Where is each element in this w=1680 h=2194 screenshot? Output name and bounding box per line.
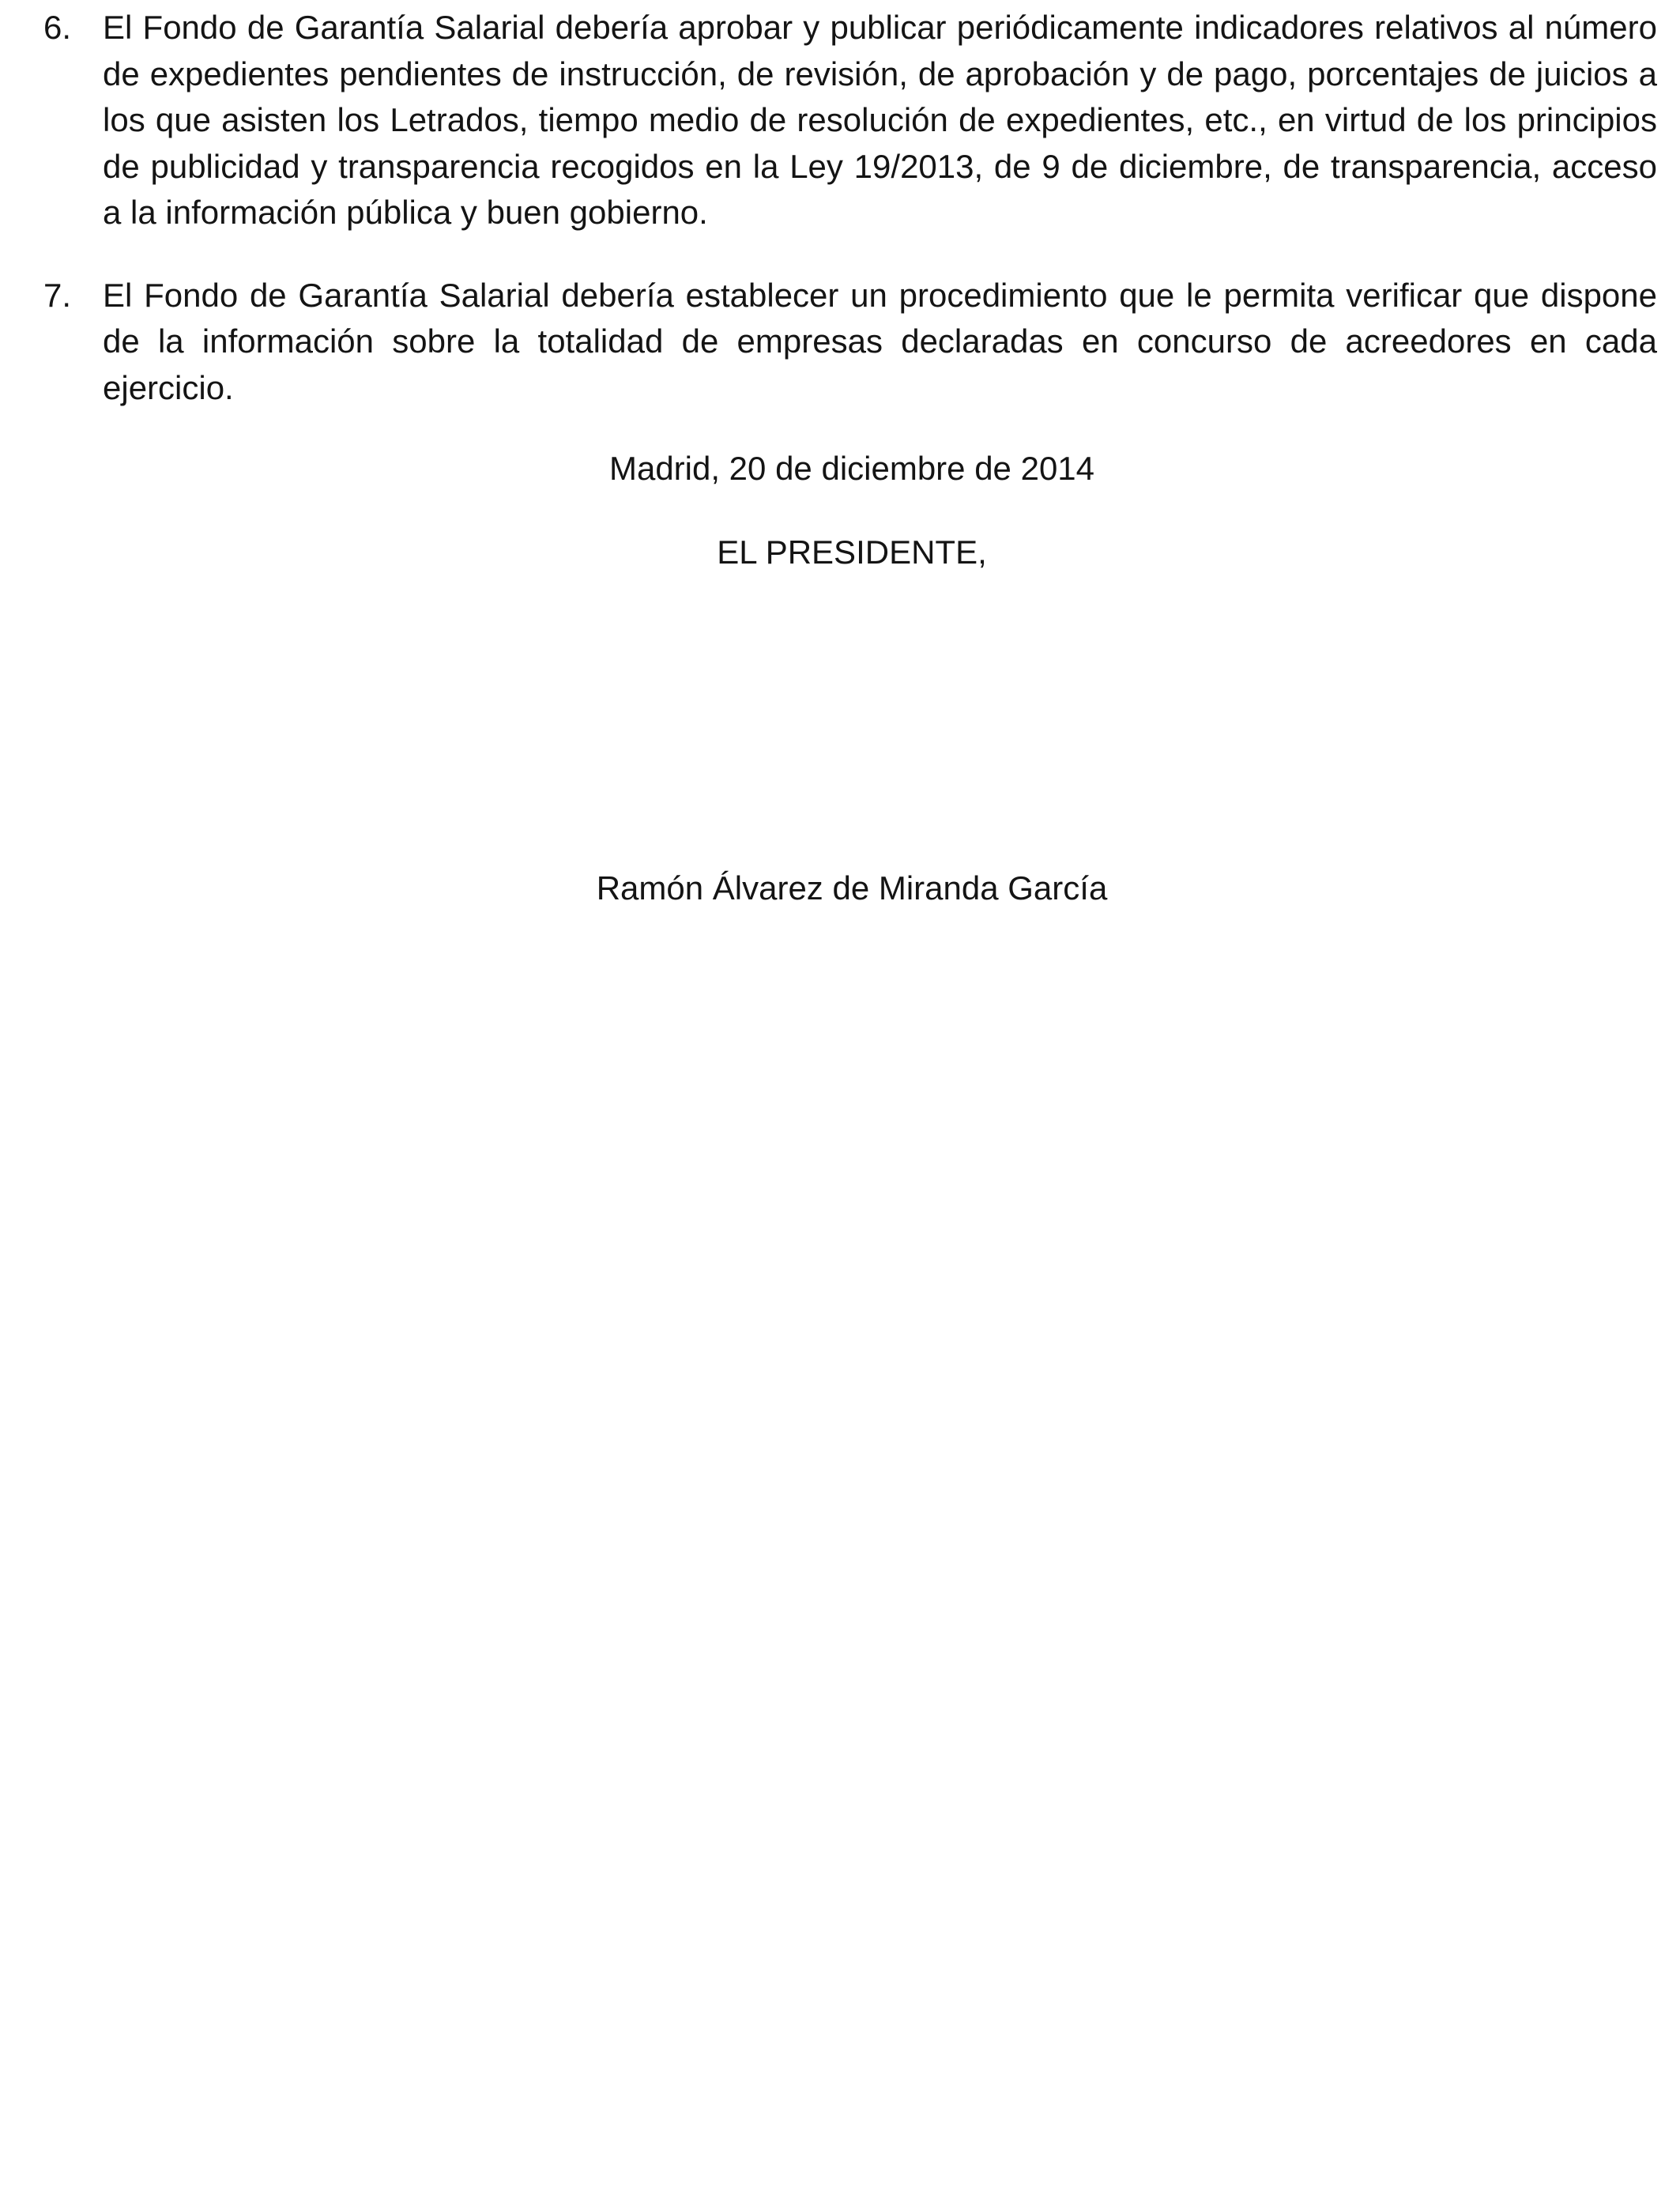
place-and-date: Madrid, 20 de diciembre de 2014 — [608, 450, 1095, 487]
recommendation-item-6 — [43, 5, 1657, 236]
signer-name: Ramón Álvarez de Miranda García — [596, 869, 1108, 907]
recommendation-number: 6. — [43, 9, 72, 46]
signer-title: EL PRESIDENTE, — [717, 533, 987, 571]
recommendations-list — [43, 5, 1657, 447]
recommendation-number: 7. — [43, 276, 72, 314]
recommendation-text: El Fondo de Garantía Salarial debería aprobar y publicar periódicamente indicadores relativos al número de expedientes pendientes de instrucción, de revisión, de aprobación y de pago, porcentajes de juicios a los que asisten los Letrados, tiempo medio de resolución de expedientes, etc., en virtud de los principios de publicidad y transparencia recogidos en la Ley 19/2013, de 9 de diciembre, de transparencia, acceso a la información pública y buen gobierno. — [103, 9, 1657, 231]
recommendation-item-7 — [43, 273, 1657, 412]
recommendation-text: El Fondo de Garantía Salarial debería establecer un procedimiento que le permita verificar que dispone de la información sobre la totalidad de empresas declaradas en concurso de acreedores en cada ejercicio. — [103, 276, 1657, 406]
